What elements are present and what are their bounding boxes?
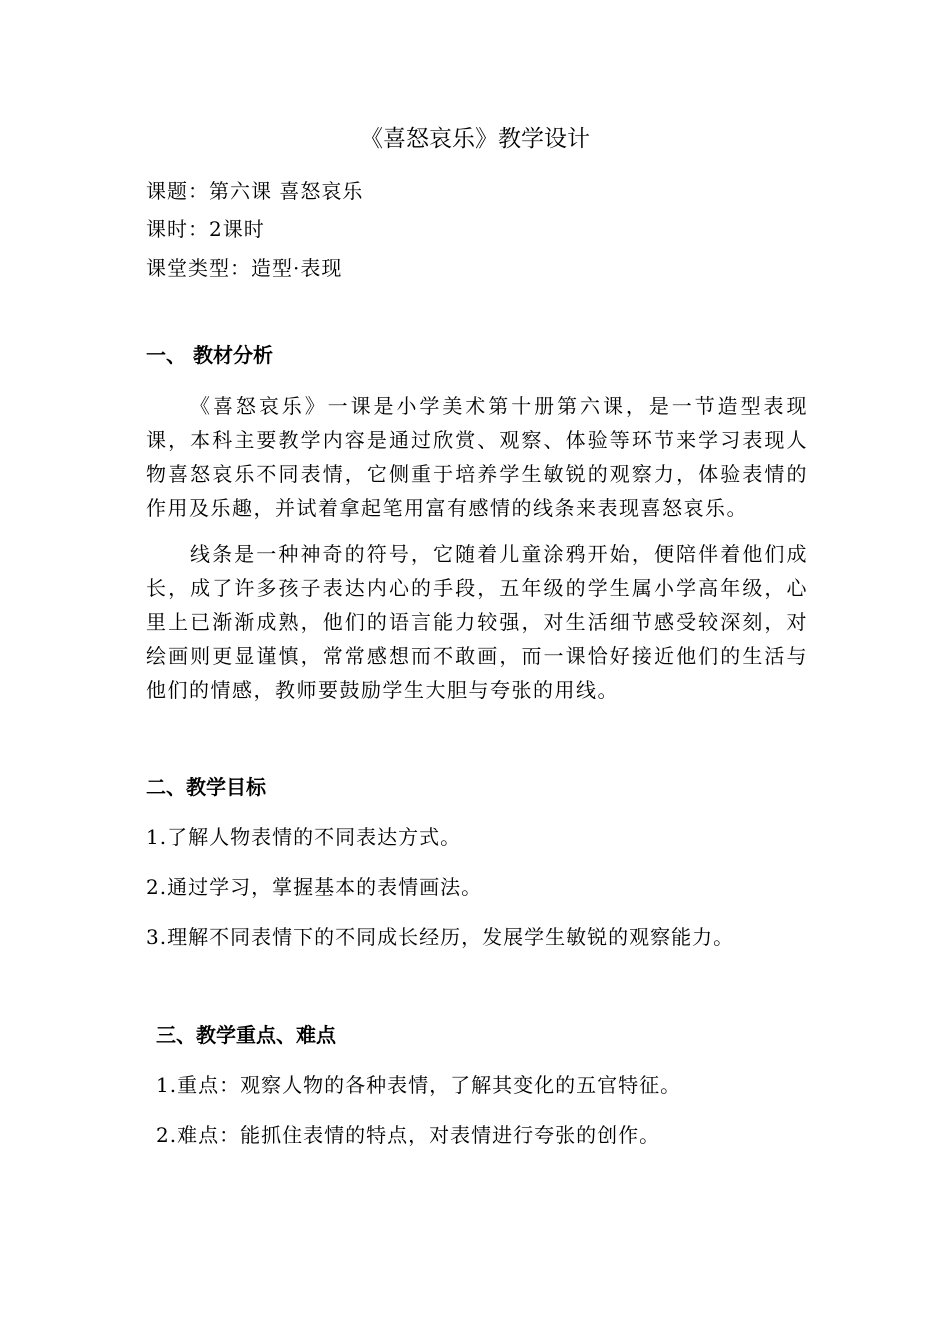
analysis-paragraph-2: 线条是一种神奇的符号，它随着儿童涂鸦开始，便陪伴着他们成长，成了许多孩子表达内心的手段，五年级的学生属小学高年级，心里上已渐渐成熟，他们的语言能力较强，对生活细节感受较深刻，对绘画则更显谨慎，常常感想而不敢画，而一课恰好接近他们的生活与他们的情感，教师要鼓励学生大胆与夸张的用线。 xyxy=(146,542,808,702)
lesson-type: 课堂类型：造型·表现 xyxy=(146,256,343,280)
lesson-hours: 课时：2课时 xyxy=(146,217,265,241)
section-heading-key-points: 三、教学重点、难点 xyxy=(156,1023,336,1047)
goal-item-1: 1.了解人物表情的不同表达方式。 xyxy=(146,825,462,849)
analysis-paragraph-1: 《喜怒哀乐》一课是小学美术第十册第六课，是一节造型表现课，本科主要教学内容是通过欣赏、观察、体验等环节来学习表现人物喜怒哀乐不同表情，它侧重于培养学生敏锐的观察力，体验表情的作用及乐趣，并试着拿起笔用富有感情的线条来表现喜怒哀乐。 xyxy=(146,394,808,520)
goal-item-2: 2.通过学习，掌握基本的表情画法。 xyxy=(146,875,483,899)
key-point-item-1: 1.重点：观察人物的各种表情，了解其变化的五官特征。 xyxy=(156,1073,682,1097)
section-heading-textbook-analysis: 一、 教材分析 xyxy=(146,343,273,367)
section-heading-teaching-goals: 二、教学目标 xyxy=(146,775,266,799)
goal-item-3: 3.理解不同表情下的不同成长经历，发展学生敏锐的观察能力。 xyxy=(146,925,735,949)
document-title: 《喜怒哀乐》教学设计 xyxy=(360,126,590,152)
key-point-item-2: 2.难点：能抓住表情的特点，对表情进行夸张的创作。 xyxy=(156,1123,661,1147)
lesson-topic: 课题：第六课 喜怒哀乐 xyxy=(146,179,364,203)
